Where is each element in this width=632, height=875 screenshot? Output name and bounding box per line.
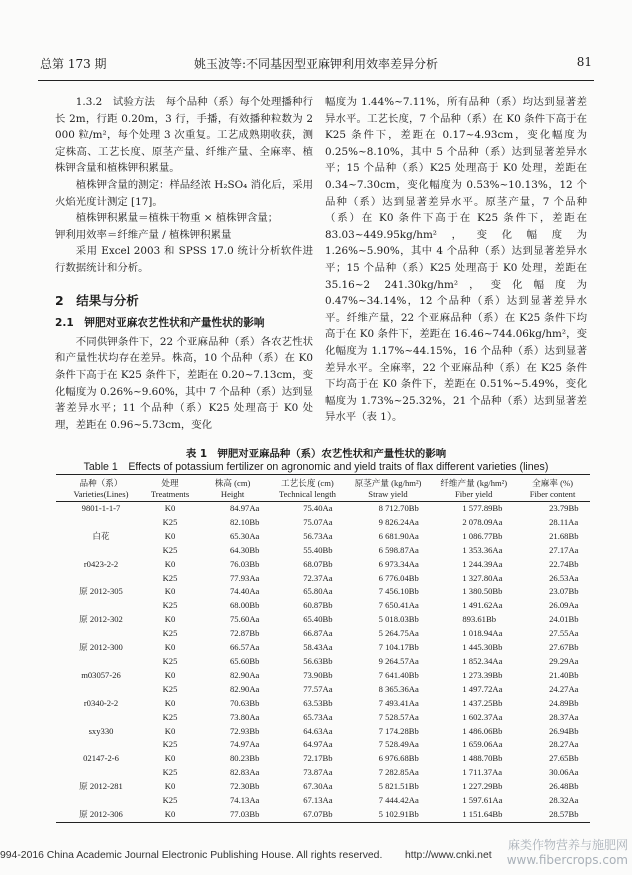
table-cell-fc: 27.67Bb	[549, 642, 579, 653]
table-cell-fc: 27.17Aa	[549, 544, 579, 555]
header-fiber-yield	[432, 475, 515, 502]
table-cell-fc: 27.65Bb	[549, 753, 579, 764]
header-cn: 品种（系）	[79, 478, 123, 488]
table-cell-sy: 7 104.17Bb	[378, 642, 419, 653]
table-cell-variety: sxy330	[88, 725, 114, 736]
formula-efficiency: 钾利用效率＝纤维产量 / 植株钾积累量	[55, 228, 232, 241]
table-cell-trt: K0	[164, 697, 176, 708]
table-cell-tl: 56.73Aa	[303, 530, 333, 541]
table-row	[56, 738, 590, 752]
table-cell-tl: 55.40Bb	[303, 544, 333, 555]
table-cell-trt: K0	[164, 642, 176, 653]
table-row	[56, 530, 590, 544]
table-cell-h: 77.93Aa	[230, 572, 260, 583]
table-cell-trt: K0	[164, 725, 176, 736]
table-cell-tl: 64.63Aa	[303, 725, 333, 736]
table-cell-sy: 7 493.41Aa	[378, 697, 419, 708]
table-cell-tl: 65.40Bb	[303, 614, 333, 625]
table-cell-sy: 8 712.70Bb	[378, 503, 419, 513]
table-cell-fc: 28.27Aa	[549, 739, 579, 750]
table-cell-trt: K25	[162, 572, 178, 583]
table-cell-fc: 22.74Bb	[549, 558, 579, 569]
table-cell-trt: K25	[162, 628, 178, 639]
header-en: Fiber yield	[454, 488, 493, 499]
table-cell-variety	[56, 627, 146, 641]
table-cell-h: 72.87Bb	[230, 628, 260, 639]
table-cell-tl: 72.37Aa	[303, 572, 333, 583]
table-cell-fy: 1 353.36Aa	[462, 544, 503, 555]
table-cell-sy: 6 976.68Bb	[378, 753, 419, 764]
copyright-notice: 994-2016 China Academic Journal Electronic Publishing House. All rights reserved.	[0, 850, 383, 861]
table-cell-variety: 白花	[92, 530, 110, 541]
table-cell-fc: 23.07Bb	[549, 586, 579, 597]
header-rule	[38, 80, 594, 81]
table-caption-en: Table 1 Effects of potassium fertilizer on agronomic and yield traits of flax different varieties (lines)	[83, 461, 549, 473]
table-row	[56, 808, 590, 822]
table-cell-variety: r0340-2-2	[83, 697, 119, 708]
table-row	[56, 794, 590, 808]
potassium-measure-paragraph: 植株钾含量的测定：样品经浓 H₂SO₄ 消化后，采用火焰光度计测定 [17]。	[55, 178, 313, 208]
table-cell-variety: 原 2012-306	[56, 808, 146, 822]
table-header-row	[56, 475, 590, 502]
table-cell-sy: 7 650.41Aa	[378, 600, 419, 611]
table-cell-tl: 66.87Aa	[303, 628, 333, 639]
table-cell-trt: K25	[162, 655, 178, 666]
table-cell-variety: 原 2012-281	[79, 781, 123, 792]
table-cell-fy: 1 273.39Bb	[462, 669, 503, 680]
table-cell-variety	[56, 599, 146, 613]
table-cell-tl: 72.17Bb	[303, 753, 333, 764]
table-cell-variety: 原 2012-305	[79, 586, 123, 597]
table-cell-h: 80.23Bb	[230, 753, 260, 764]
header-cn: 处理	[161, 478, 179, 488]
header-variety	[56, 475, 146, 502]
table-cell-fy: 1 497.72Aa	[462, 683, 503, 694]
table-cell-variety	[56, 655, 146, 669]
header-cn: 全麻率 (%)	[532, 478, 573, 488]
table-cell-trt: K0	[164, 753, 176, 764]
table-cell-fy: 893.61Bb	[462, 614, 497, 625]
header-en: Fiber content	[529, 488, 576, 499]
table-cell-variety: 9801-1-1-7	[81, 503, 121, 513]
table-cell-sy: 7 174.28Bb	[378, 725, 419, 736]
header-en: Height	[220, 488, 245, 499]
table-cell-variety	[56, 683, 146, 697]
table-cell-sy: 8 365.36Aa	[378, 683, 419, 694]
table-cell-variety	[56, 711, 146, 725]
header-height	[194, 475, 271, 502]
table-row	[56, 544, 590, 558]
table-cell-sy: 6 973.34Aa	[378, 558, 419, 569]
table-cell-fy: 1 597.61Aa	[462, 795, 503, 806]
table-cell-fc: 28.11Aa	[549, 516, 579, 527]
table-cell-fy: 1 244.39Aa	[462, 558, 503, 569]
table-cell-variety	[56, 738, 146, 752]
header-fiber-content	[515, 475, 590, 502]
table-cell-fy: 2 078.09Aa	[462, 516, 503, 527]
table-cell-tl: 60.87Bb	[303, 600, 333, 611]
table-row	[56, 641, 590, 655]
table-cell-variety	[56, 572, 146, 586]
statistics-paragraph: 采用 Excel 2003 和 SPSS 17.0 统计分析软件进行数据统计和分析。	[55, 245, 313, 274]
table-cell-fc: 27.55Aa	[549, 628, 579, 639]
table-cell-h: 68.00Bb	[230, 600, 260, 611]
table-cell-fy: 1 491.62Aa	[462, 600, 503, 611]
table-cell-sy: 5 018.03Bb	[378, 614, 419, 625]
table-cell-sy: 6 776.04Bb	[378, 572, 419, 583]
table-cell-trt: K0	[146, 808, 194, 822]
table-row	[56, 627, 590, 641]
table-cell-sy: 7 528.49Aa	[378, 739, 419, 750]
table-cell-tl: 64.97Aa	[303, 739, 333, 750]
table-cell-trt: K25	[162, 516, 178, 527]
table-cell-tl: 73.90Bb	[303, 669, 333, 680]
table-cell-variety: m03057-26	[81, 669, 121, 680]
table-cell-h: 64.30Bb	[230, 544, 260, 555]
table-cell-sy: 6 681.90Aa	[378, 530, 419, 541]
header-en: Technical length	[278, 488, 336, 499]
table-cell-variety	[56, 516, 146, 530]
table-cell-fy: 1 086.77Bb	[462, 530, 503, 541]
table-cell-fc: 26.48Bb	[549, 781, 579, 792]
watermark-url: www.fibercrops.com	[506, 853, 628, 867]
header-en: Varieties(Lines)	[73, 488, 129, 499]
table-cell-variety: 原 2012-300	[79, 642, 123, 653]
table-row	[56, 572, 590, 586]
table-cell-tl: 58.43Aa	[303, 642, 333, 653]
table-row	[56, 752, 590, 766]
table-row	[56, 780, 590, 794]
table-cell-fy: 1 659.06Aa	[462, 739, 503, 750]
table-cell-sy: 5 821.51Bb	[378, 781, 419, 792]
table-cell-fy: 1 018.94Aa	[462, 628, 503, 639]
table-cell-fy: 1 445.30Bb	[462, 642, 503, 653]
table-cell-sy: 7 456.10Bb	[378, 586, 419, 597]
table-cell-h: 76.03Bb	[230, 558, 260, 569]
table-cell-h: 74.13Aa	[230, 795, 260, 806]
table-cell-trt: K25	[162, 544, 178, 555]
table-cell-sy: 5 264.75Aa	[378, 628, 419, 639]
table-cell-variety	[56, 794, 146, 808]
table-cell-tl: 73.87Aa	[303, 767, 333, 778]
table-cell-variety: 原 2012-302	[79, 614, 123, 625]
table-cell-fy: 1 711.37Aa	[462, 767, 503, 778]
site-watermark	[507, 836, 628, 867]
header-cn: 纤维产量 (kg/hm²)	[440, 478, 508, 488]
journal-issue: 总第 173 期	[40, 57, 107, 71]
table-cell-fc: 23.79Bb	[549, 503, 579, 513]
left-column	[55, 94, 313, 433]
header-cn: 株高 (cm)	[214, 478, 251, 488]
header-en: Straw yield	[368, 488, 408, 499]
table-cell-h: 74.97Aa	[230, 739, 260, 750]
results-paragraph: 不同供钾条件下，22 个亚麻品种（系）各农艺性状和产量性状均存在差异。株高，10 个品种（系）在 K0 条件下高于在 K25 条件下，差距在 0.20~7.13cm，变化幅度为 0.26%~9.60%，其中 7 个品种（系）达到显著差异水平；11 个品种（系）K25 处理高于 K0 处理，差距在 0.96~5.73cm，变化	[55, 335, 313, 431]
table-cell-tl: 77.57Aa	[303, 683, 333, 694]
table-cell-fc: 24.27Aa	[549, 683, 579, 694]
table-cell-h: 72.93Bb	[230, 725, 260, 736]
table-cell-h: 82.10Bb	[230, 516, 260, 527]
table-cell-fc: 28.32Aa	[549, 795, 579, 806]
table-cell-trt: K25	[162, 711, 178, 722]
header-technical-length	[271, 475, 343, 502]
running-title: 姚玉波等:不同基因型亚麻钾利用效率差异分析	[193, 57, 439, 71]
results-table	[56, 474, 590, 823]
table-cell-sy: 7 641.40Bb	[378, 669, 419, 680]
table-cell-tl: 65.73Aa	[303, 711, 333, 722]
table-cell-trt: K0	[164, 530, 176, 541]
table-cell-fy: 1 488.70Bb	[462, 753, 503, 764]
table-cell-sy: 6 598.87Aa	[378, 544, 419, 555]
table-cell-h: 84.97Aa	[230, 503, 260, 513]
table-cell-tl: 75.40Aa	[303, 503, 333, 513]
table-row	[56, 711, 590, 725]
table-row	[56, 516, 590, 530]
table-cell-fy: 1 327.80Aa	[462, 572, 503, 583]
table-cell-fc: 26.53Aa	[549, 572, 579, 583]
method-paragraph: 1.3.2 试验方法 每个品种（系）每个处理播种行长 2m，行距 0.20m，3 行，手播，有效播种粒数为 2 000 粒/m²，每个处理 3 次重复。工艺成熟期收获，测定株高、工艺长度、原茎产量、纤维产量、全麻率、植株钾含量和植株钾积累量。	[55, 96, 313, 175]
formula-accumulation: 植株钾积累量＝植株干物重 × 植株钾含量；	[75, 212, 279, 225]
table-row	[56, 599, 590, 613]
table-cell-sy: 5 102.91Bb	[344, 808, 433, 822]
table-cell-fy: 1 577.89Bb	[462, 503, 503, 513]
table-cell-tl: 65.80Aa	[303, 586, 333, 597]
table-cell-h: 66.57Aa	[230, 642, 260, 653]
table-cell-variety	[56, 766, 146, 780]
table-cell-fc: 30.06Aa	[549, 767, 579, 778]
table-cell-fy: 1 852.34Aa	[462, 655, 503, 666]
table-cell-trt: K0	[164, 586, 176, 597]
table-cell-fy: 1 486.06Bb	[462, 725, 503, 736]
table-cell-tl: 68.07Bb	[303, 558, 333, 569]
table-cell-trt: K0	[164, 503, 176, 513]
header-straw-yield	[344, 475, 433, 502]
page-number: 81	[576, 55, 592, 69]
table-cell-h: 75.60Aa	[230, 614, 260, 625]
table-cell-fc: 26.09Aa	[549, 600, 579, 611]
table-row	[56, 655, 590, 669]
table-cell-fc: 28.57Bb	[515, 808, 590, 822]
header-cn: 原茎产量 (kg/hm²)	[354, 478, 422, 488]
table-cell-h: 74.40Aa	[230, 586, 260, 597]
table-row	[56, 613, 590, 627]
table-cell-fc: 21.40Bb	[549, 669, 579, 680]
table-cell-variety: r0423-2-2	[83, 558, 119, 569]
results-continued-paragraph: 幅度为 1.44%~7.11%，所有品种（系）均达到显著差异水平。工艺长度，7 个品种（系）在 K0 条件下高于在 K25 条件下，差距在 0.17~4.93cm，变化幅度为 0.25%~8.10%，其中 5 个品种（系）达到显著差异水平；15 个品种（系）K25 处理高于 K0 处理，差距在 0.34~7.30cm，变化幅度为 0.53%~10.13%，12 个品种（系）达到显著差异水平。原茎产量，7 个品种（系）在 K0 条件下高于在 K25 条件下，差距在 83.03~449.95kg/hm²，变化幅度为 1.26%~5.90%，其中 4 个品种（系）达到显著差异水平；15 个品种（系）K25 处理高于 K0 处理，差距在 35.16~2 241.30kg/hm²，变化幅度为 0.47%~34.14%，12 个品种（系）达到显著差异水平。纤维产量，22 个亚麻品种（系）在 K25 条件下均高于在 K0 条件下，差距在 16.46~744.06kg/hm²，变化幅度为 1.17%~44.15%，16 个品种（系）达到显著差异水平。全麻率，22 个亚麻品种（系）在 K25 条件下均高于在 K0 条件下，差距在 0.51%~5.49%，变化幅度为 1.73%~25.32%，21 个品种（系）达到显著差异水平（表 1）。	[325, 96, 587, 424]
table-cell-tl: 56.63Bb	[303, 655, 333, 666]
watermark-title: 麻类作物营养与施肥网	[507, 838, 628, 852]
table-row	[56, 502, 590, 516]
table-cell-sy: 9 826.24Aa	[378, 516, 419, 527]
table-cell-tl: 67.30Aa	[303, 781, 333, 792]
table-cell-fc: 21.68Bb	[549, 530, 579, 541]
header-treatment	[146, 475, 194, 502]
table-body	[56, 502, 590, 823]
table-cell-fc: 24.89Bb	[549, 697, 579, 708]
header-cn: 工艺长度 (cm)	[281, 478, 334, 488]
table-cell-fc: 24.01Bb	[549, 614, 579, 625]
table-cell-h: 82.90Aa	[230, 683, 260, 694]
table-cell-h: 72.30Bb	[230, 781, 260, 792]
table-cell-sy: 7 282.85Aa	[378, 767, 419, 778]
table-cell-fc: 26.94Bb	[549, 725, 579, 736]
table-cell-tl: 75.07Aa	[303, 516, 333, 527]
running-header	[40, 55, 592, 75]
table-cell-trt: K25	[162, 795, 178, 806]
table-cell-fc: 28.37Aa	[549, 711, 579, 722]
table-row	[56, 558, 590, 572]
table-cell-h: 65.30Aa	[230, 530, 260, 541]
table-cell-h: 70.63Bb	[230, 697, 260, 708]
table-cell-h: 65.60Bb	[230, 655, 260, 666]
table-cell-trt: K25	[162, 739, 178, 750]
table-cell-fc: 29.29Aa	[549, 655, 579, 666]
table-cell-trt: K0	[164, 614, 176, 625]
section-heading: 2 结果与分析	[55, 292, 139, 308]
table-cell-variety	[56, 544, 146, 558]
table-cell-tl: 67.13Aa	[303, 795, 333, 806]
table-row	[56, 585, 590, 599]
table-caption-cn: 表 1 钾肥对亚麻品种（系）农艺性状和产量性状的影响	[185, 448, 447, 460]
table-cell-h: 82.90Aa	[230, 669, 260, 680]
table-cell-trt: K0	[164, 558, 176, 569]
table-cell-trt: K25	[162, 600, 178, 611]
table-cell-h: 77.03Bb	[194, 808, 271, 822]
table-cell-variety: 02147-2-6	[83, 753, 119, 764]
table-row	[56, 766, 590, 780]
table-cell-trt: K25	[162, 683, 178, 694]
table-row	[56, 725, 590, 739]
table-cell-fy: 1 437.25Bb	[462, 697, 503, 708]
table-cell-h: 82.83Aa	[230, 767, 260, 778]
table-cell-trt: K0	[164, 669, 176, 680]
table-cell-fy: 1 380.50Bb	[462, 586, 503, 597]
table-cell-tl: 63.53Bb	[303, 697, 333, 708]
table-cell-trt: K25	[162, 767, 178, 778]
right-column	[325, 94, 587, 426]
table-cell-sy: 7 528.57Aa	[378, 711, 419, 722]
table-cell-trt: K0	[164, 781, 176, 792]
table-cell-fy: 1 227.29Bb	[462, 781, 503, 792]
table-cell-h: 73.80Aa	[230, 711, 260, 722]
table-row	[56, 669, 590, 683]
table-cell-sy: 9 264.57Aa	[378, 655, 419, 666]
table-cell-fy: 1 151.64Bb	[432, 808, 515, 822]
header-en: Treatments	[150, 488, 190, 499]
table-row	[56, 683, 590, 697]
table-cell-sy: 7 444.42Aa	[378, 795, 419, 806]
table-cell-fy: 1 602.37Aa	[462, 711, 503, 722]
subsection-heading: 2.1 钾肥对亚麻农艺性状和产量性状的影响	[55, 317, 265, 330]
table-row	[56, 697, 590, 711]
table-cell-tl: 67.07Bb	[271, 808, 343, 822]
cnki-url[interactable]: http://www.cnki.net	[405, 850, 492, 861]
